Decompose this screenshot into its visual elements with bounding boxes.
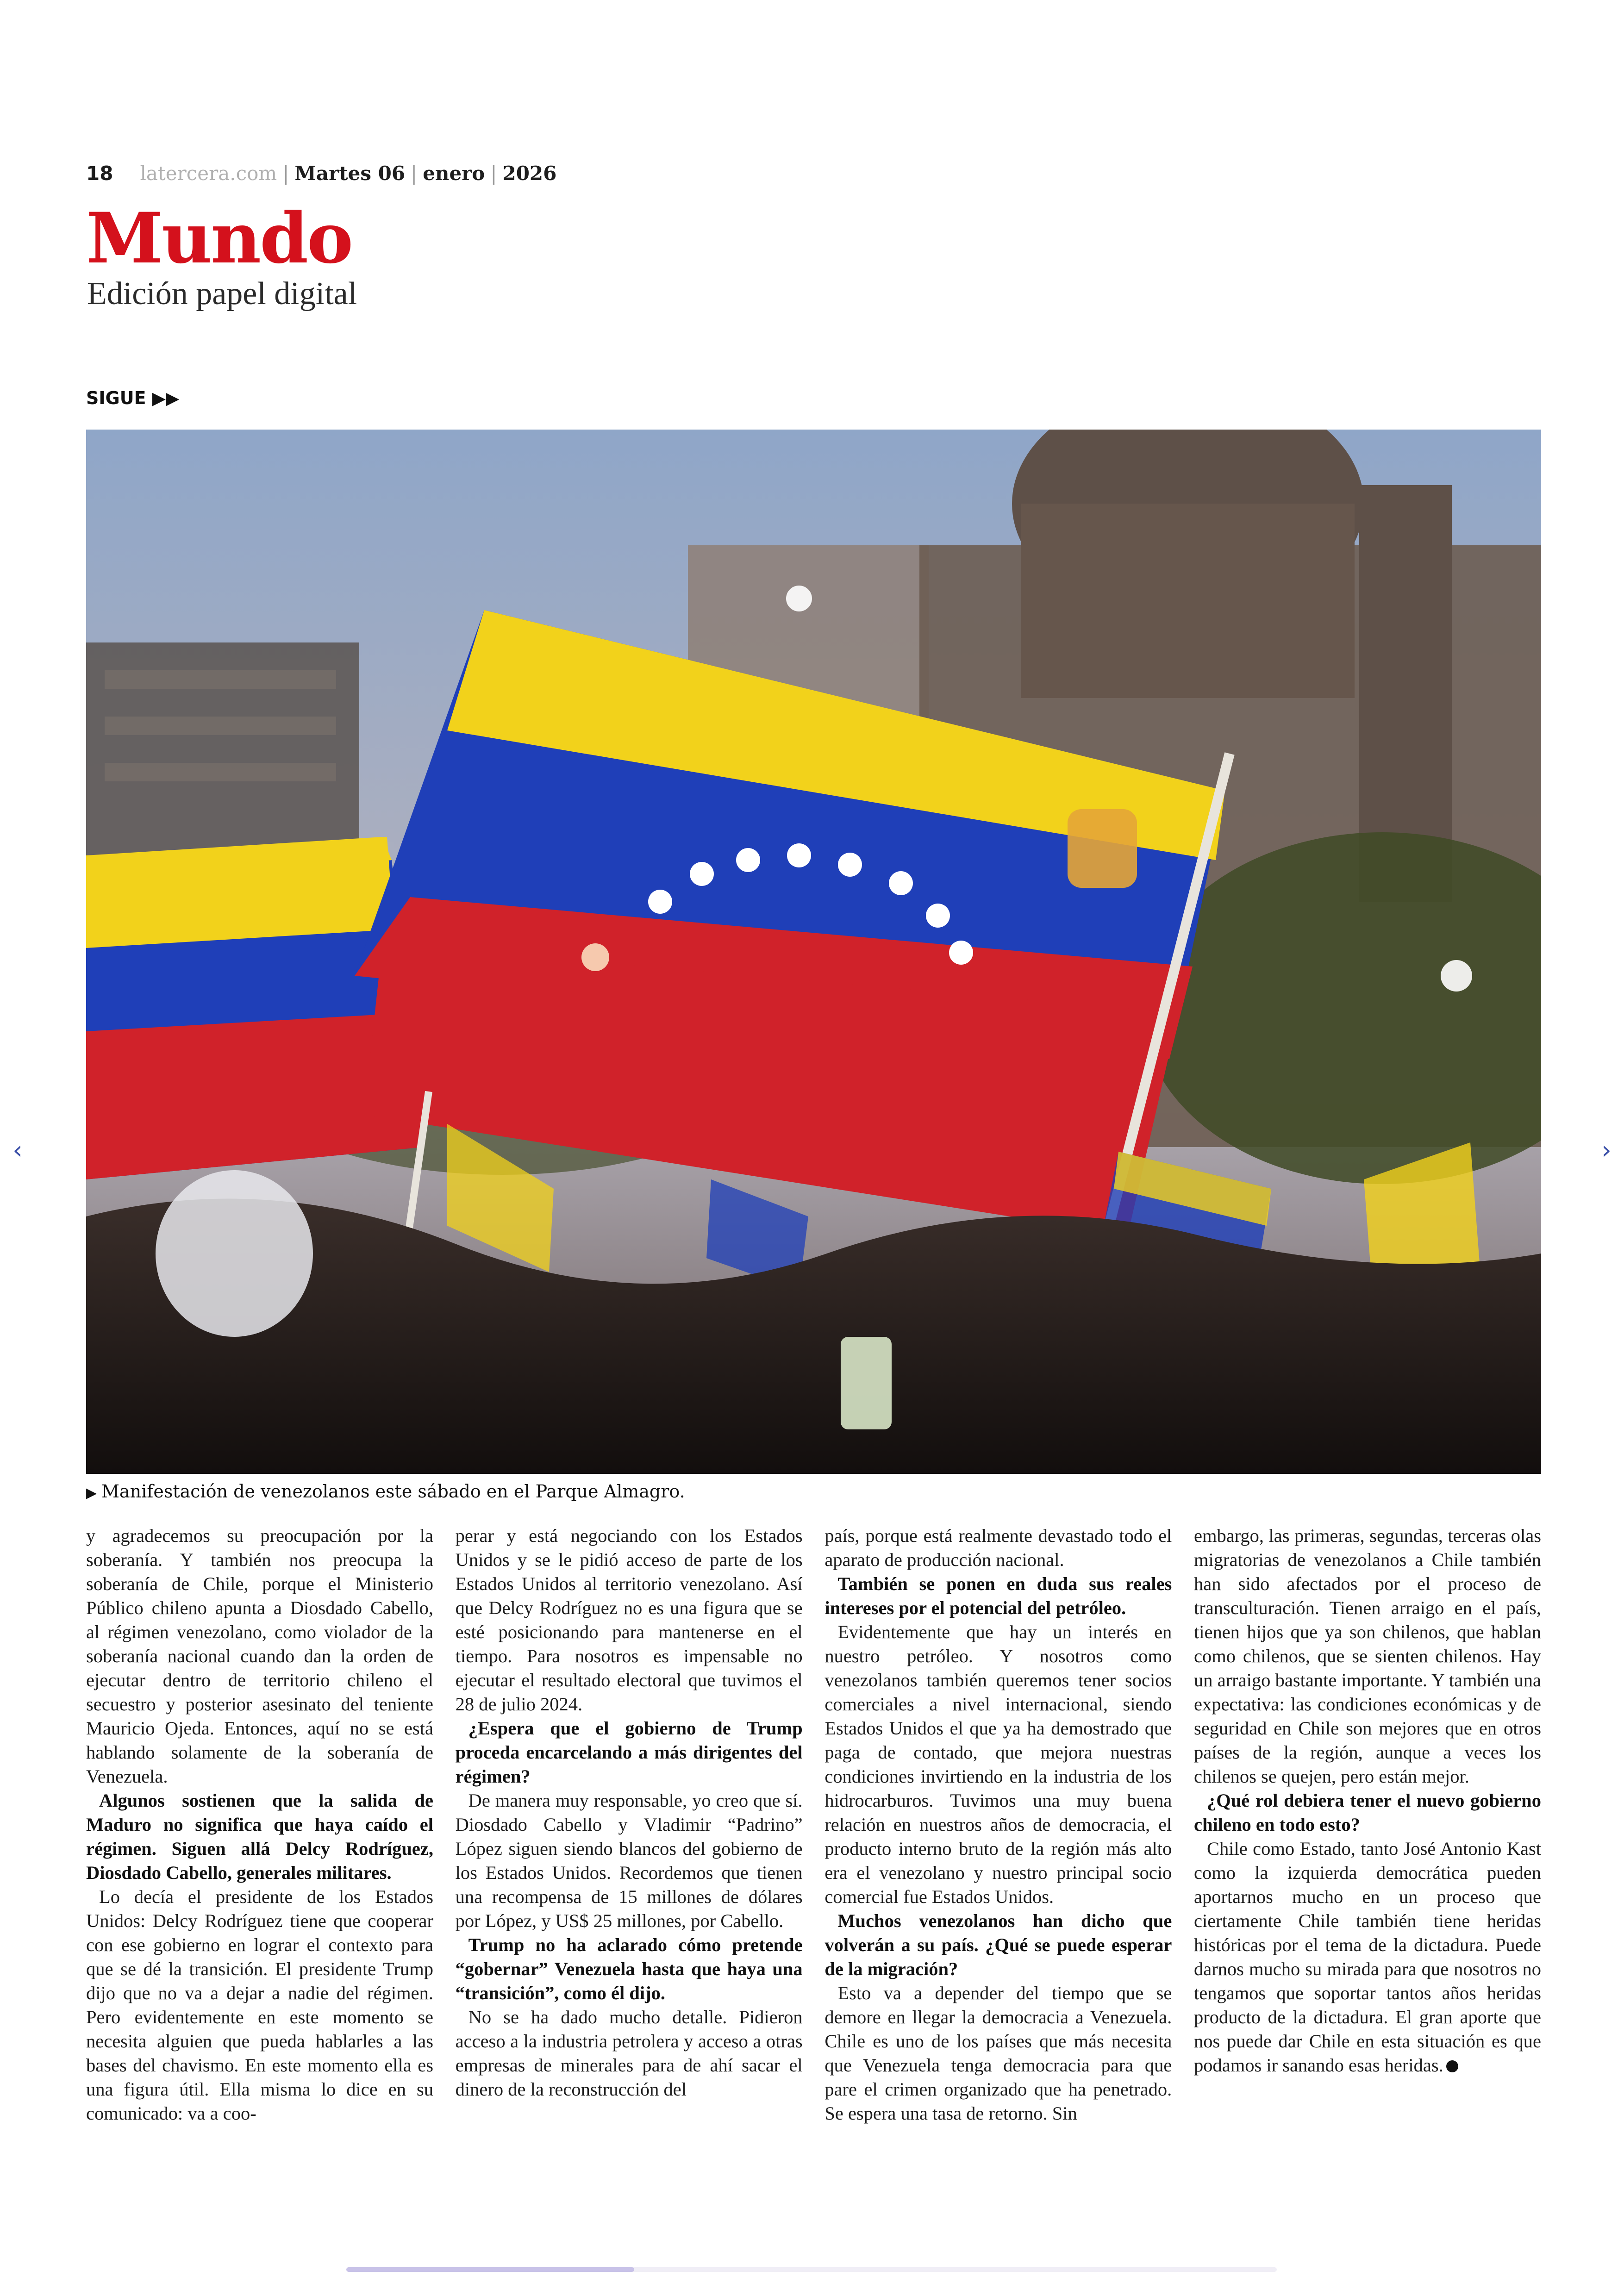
article-column-3 [824, 1524, 1172, 2153]
caption-text: Manifestación de venezolanos este sábado en el Parque Almagro. [101, 1481, 685, 1502]
header-separator: | [490, 162, 497, 185]
interview-question: También se ponen en duda sus reales intereses por el potencial del petróleo. [824, 1573, 1172, 1618]
site-name: latercera.com [140, 162, 277, 185]
paragraph: país, porque está realmente devastado todo el aparato de producción nacional. [824, 1525, 1172, 1570]
paragraph: perar y está negociando con los Estados Unidos y se le pidió acceso de parte de los Estados Unidos al territorio venezolano. Así que Delcy Rodríguez no es una figura que se esté posicionando para mantenerse en el tiempo. Para nosotros es impensable no ejecutar el resultado electoral que tuvimos el 28 de julio 2024. [455, 1525, 803, 1715]
header-year: 2026 [502, 162, 557, 185]
paragraph: y agradecemos su preocupación por la soberanía. Y también nos preocupa la soberanía de Chile, porque el Ministerio Público chileno apunta a Diosdado Cabello, al régimen venezolano, como violador de la soberanía nacional cuando dan la orden de ejecutar dentro de territorio chileno el secuestro y posterior asesinato del teniente Mauricio Ojeda. Entonces, aquí no se está hablando solamente de la soberanía de Venezuela. [86, 1525, 433, 1787]
article-column-2 [456, 1524, 803, 2153]
header-weekday: Martes 06 [294, 162, 406, 185]
section-subtitle: Edición papel digital [87, 276, 357, 312]
article-column-1 [86, 1524, 433, 2153]
paragraph: De manera muy responsable, yo creo que sí. Diosdado Cabello y Vladimir “Padrino” López siguen siendo blancos del gobierno de los Estados Unidos. Recordemos que tienen una recompensa de 15 millones de dólares por López, y US$ 25 millones, por Cabello. [455, 1790, 803, 1931]
paragraph: Lo decía el presidente de los Estados Unidos: Delcy Rodríguez tiene que cooperar con ese gobierno en lograr el contexto para que se dé la transición. El presidente Trump dijo que no va a dejar a nadie del régimen. Pero evidentemente en este momento se necesita alguien que pueda hablarles a las bases del chavismo. En este momento ella es una figura útil. Ella misma lo dice en su comunicado: va a coo- [86, 1886, 433, 2124]
paragraph [1194, 1837, 1541, 2077]
article-body [86, 1524, 1541, 2153]
article-column-4 [1194, 1524, 1541, 2153]
paragraph: Evidentemente que hay un interés en nuestro petróleo. Y nosotros como venezolanos también queremos tener socios comerciales a nivel internacional, siendo Estados Unidos el que ya ha demostrado que paga de contado, que mejora nuestras condiciones invirtiendo en la industria de los hidrocarburos. Tuvimos una muy buena relación en nuestros años de democracia, el producto interno bruto de la región más alto era el venezolano y nuestro principal socio comercial fue Estados Unidos. [824, 1621, 1172, 1907]
header-month: enero [423, 162, 485, 185]
flags-illustration [86, 430, 1541, 1474]
closing-paragraph-text: Chile como Estado, tanto José Antonio Kast como la izquierda democrática pueden aportarnos mucho en un proceso que ciertamente Chile también tiene heridas históricas por el tema de la dictadura. Puede darnos mucho su mirada para que nosotros no tengamos que soportar tantos años heridas producto de la dictadura. El gran aporte que nos puede dar Chile en esta situación es que podamos ir sanando esas heridas. [1193, 1838, 1541, 2076]
article-photo [86, 430, 1541, 1474]
header-separator: | [411, 162, 418, 185]
next-page-arrow-icon[interactable]: › [1601, 1135, 1612, 1165]
paragraph: Esto va a depender del tiempo que se demore en llegar la democracia a Venezuela. Chile es uno de los países que más necesita que Venezuela tenga democracia para que pare el crimen organizado que ha penetrado. Se espera una tasa de retorno. Sin [824, 1983, 1172, 2124]
paragraph: No se ha dado mucho detalle. Pidieron acceso a la industria petrolera y acceso a otras empresas de minerales para de ahí sacar el dinero de la reconstrucción del [455, 2007, 803, 2100]
interview-question: Trump no ha aclarado cómo pretende “gobernar” Venezuela hasta que haya una “transición”, como él dijo. [455, 1934, 803, 2003]
interview-question: Algunos sostienen que la salida de Maduro no significa que haya caído el régimen. Siguen allá Delcy Rodríguez, Diosdado Cabello, generales militares. [86, 1790, 433, 1883]
sigue-label: SIGUE ▶▶ [86, 388, 180, 408]
interview-question: ¿Qué rol debiera tener el nuevo gobierno chileno en todo esto? [1193, 1790, 1541, 1835]
interview-question: ¿Espera que el gobierno de Trump proceda encarcelando a más dirigentes del régimen? [455, 1718, 803, 1787]
page-number: 18 [86, 162, 113, 185]
interview-question: Muchos venezolanos han dicho que volverán a su país. ¿Qué se puede esperar de la migración? [824, 1910, 1172, 1979]
caption-arrow-icon: ▶ [86, 1485, 97, 1501]
paragraph: embargo, las primeras, segundas, terceras olas migratorias de venezolanos a Chile también han sido afectados por el proceso de transculturación. Tienen arraigo en el país, tienen hijos que ya son chilenos, que hablan como chilenos, que se sienten chilenos. Hay un arraigo bastante importante. Y también una expectativa: las condiciones económicas y de seguridad en Chile son mejores que en otros países de la región, aunque a veces los chilenos se quejen, pero están mejor. [1193, 1525, 1541, 1787]
horizontal-scrollbar-thumb[interactable] [346, 2267, 634, 2272]
photo-caption [86, 1481, 685, 1502]
section-title: Mundo [86, 198, 352, 279]
prev-page-arrow-icon[interactable]: ‹ [12, 1135, 23, 1165]
end-mark-icon [1446, 2060, 1458, 2072]
header-separator: | [282, 162, 289, 185]
page-header [86, 162, 556, 185]
